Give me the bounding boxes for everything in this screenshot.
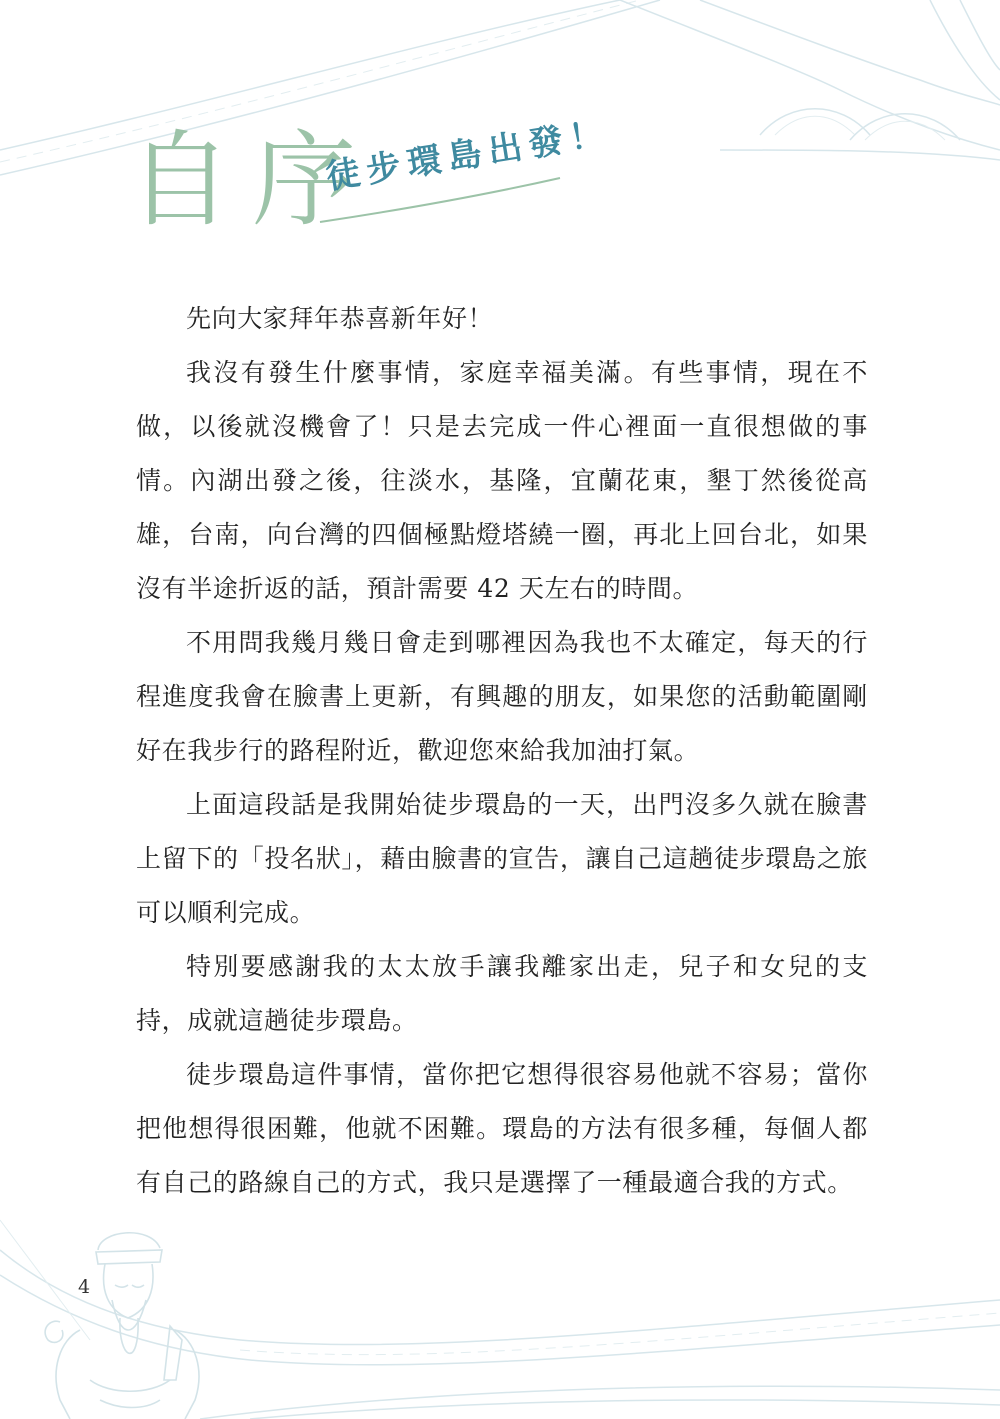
paragraph: 徒步環島這件事情，當你把它想得很容易他就不容易；當你把他想得很困難，他就不困難。環島的方法有很多種，每個人都有自己的路線自己的方式，我只是選擇了一種最適合我的方式。 — [136, 1060, 868, 1197]
page-subtitle: 徒步環島出發！ — [323, 113, 613, 198]
page-number: 4 — [78, 1276, 91, 1298]
deity-figure-illustration — [45, 1233, 199, 1419]
paragraph: 特別要感謝我的太太放手讓我離家出走，兒子和女兒的支持，成就這趟徒步環島。 — [136, 952, 868, 1035]
body-text — [136, 292, 868, 1210]
paragraph: 我沒有發生什麼事情，家庭幸福美滿。有些事情，現在不做，以後就沒機會了！只是去完成一件心裡面一直很想做的事情。內湖出發之後，往淡水，基隆，宜蘭花東，墾丁然後從高雄，台南，向台灣的四個極點燈塔繞一圈，再北上回台北，如果沒有半途折返的話，預計需要 42 天左右的時間。 — [136, 358, 868, 603]
paragraph: 不用問我幾月幾日會走到哪裡因為我也不太確定，每天的行程進度我會在臉書上更新，有興趣的朋友，如果您的活動範圍剛好在我步行的路程附近，歡迎您來給我加油打氣。 — [136, 628, 868, 765]
page-title: 自序 — [128, 119, 377, 241]
paragraph: 上面這段話是我開始徒步環島的一天，出門沒多久就在臉書上留下的「投名狀」，藉由臉書的宣告，讓自己這趟徒步環島之旅可以順利完成。 — [136, 790, 868, 927]
paragraph: 先向大家拜年恭喜新年好！ — [186, 304, 494, 333]
